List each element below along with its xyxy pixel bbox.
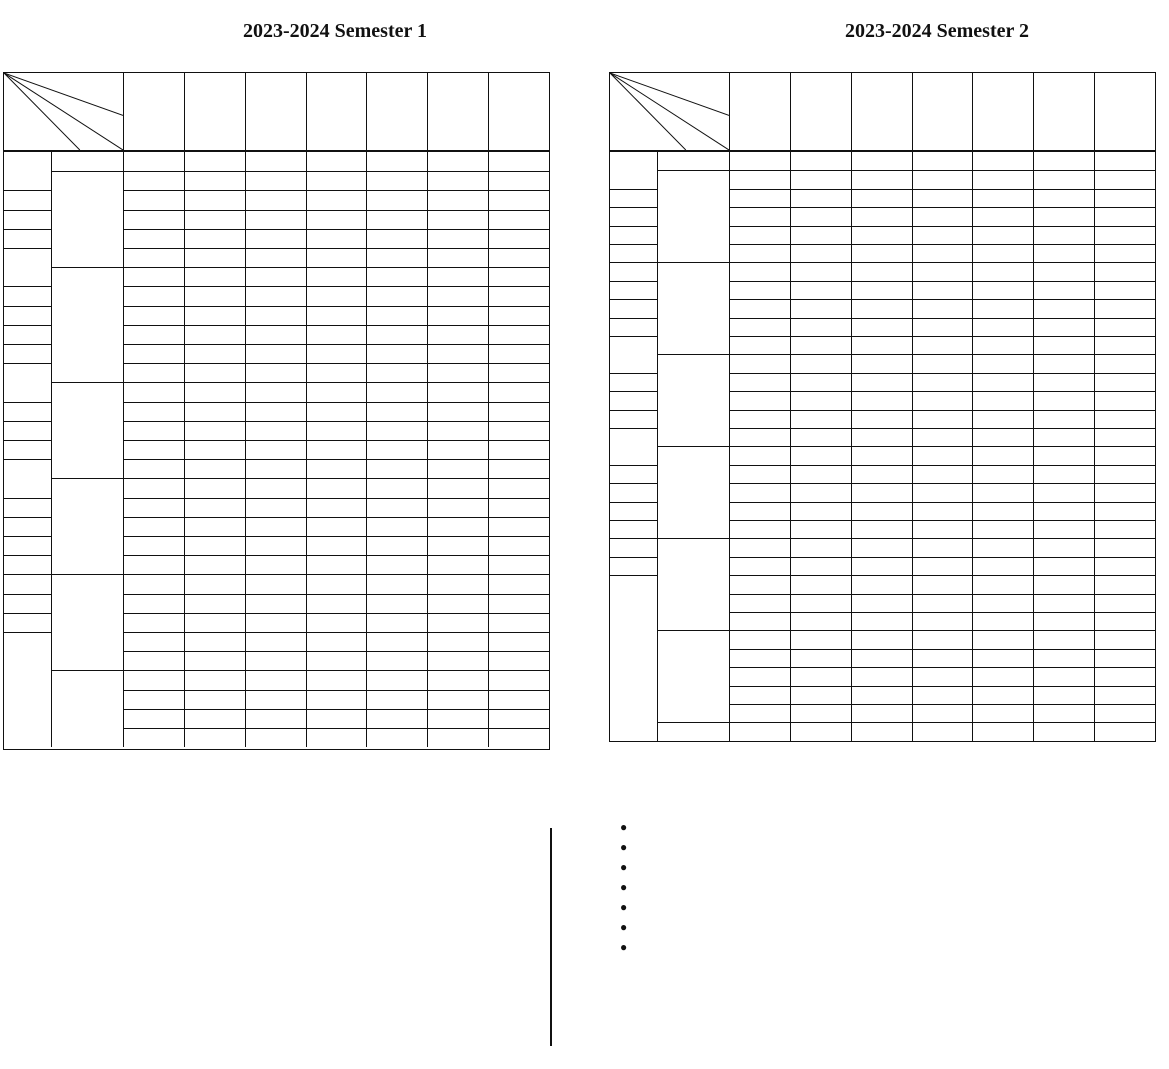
column-divider [488, 73, 489, 747]
row-divider [729, 391, 1155, 392]
row-divider [4, 248, 51, 249]
row-divider [123, 363, 549, 364]
row-divider [123, 306, 549, 307]
row-divider [729, 281, 1155, 282]
column-divider [851, 73, 852, 741]
row-divider [729, 373, 1155, 374]
row-divider [610, 226, 657, 227]
row-divider [729, 722, 1155, 723]
corner-diagonal-line [610, 73, 686, 150]
row-divider [610, 520, 657, 521]
column-divider [729, 73, 730, 741]
semester1-title: 2023-2024 Semester 1 [242, 20, 428, 42]
row-divider [4, 229, 51, 230]
row-divider [729, 189, 1155, 190]
row-divider [729, 410, 1155, 411]
corner-diagonal-line [4, 73, 123, 115]
row-divider [123, 325, 549, 326]
row-divider [729, 520, 1155, 521]
row-divider [729, 704, 1155, 705]
column-divider [972, 73, 973, 741]
column-divider [184, 73, 185, 747]
row-divider [123, 498, 549, 499]
column-divider [245, 73, 246, 747]
row-divider [729, 318, 1155, 319]
row-divider [729, 594, 1155, 595]
row-divider [657, 630, 729, 631]
row-divider [657, 538, 729, 539]
notes-divider [550, 828, 552, 1046]
row-divider [4, 402, 51, 403]
row-divider [729, 170, 1155, 171]
bullet-icon: ● [620, 860, 628, 874]
row-divider [729, 686, 1155, 687]
bullet-icon: ● [620, 880, 628, 894]
row-divider [657, 446, 729, 447]
semester1-calendar [3, 72, 550, 750]
row-divider [123, 402, 549, 403]
row-divider [4, 459, 51, 460]
corner-diagonal-line [4, 73, 80, 150]
row-divider [729, 557, 1155, 558]
row-divider [123, 690, 549, 691]
row-divider [610, 189, 657, 190]
row-divider [4, 286, 51, 287]
header-divider [610, 150, 1155, 152]
column-divider [366, 73, 367, 747]
row-divider [729, 244, 1155, 245]
column-divider [790, 73, 791, 741]
row-divider [729, 667, 1155, 668]
column-divider [912, 73, 913, 741]
row-divider [123, 632, 549, 633]
row-divider [610, 281, 657, 282]
row-divider [123, 651, 549, 652]
row-divider [610, 428, 657, 429]
row-divider [123, 248, 549, 249]
row-divider [123, 613, 549, 614]
row-divider [729, 465, 1155, 466]
row-divider [123, 536, 549, 537]
row-divider [123, 344, 549, 345]
corner-diagonals [4, 73, 123, 150]
row-divider [123, 670, 549, 671]
row-divider [123, 459, 549, 460]
column-divider [427, 73, 428, 747]
bullet-icon: ● [620, 920, 628, 934]
row-divider [729, 262, 1155, 263]
row-divider [123, 517, 549, 518]
row-divider [4, 363, 51, 364]
row-divider [123, 555, 549, 556]
row-divider [610, 207, 657, 208]
row-divider [123, 478, 549, 479]
column-divider [1033, 73, 1034, 741]
row-divider [4, 536, 51, 537]
row-divider [729, 354, 1155, 355]
row-divider [123, 440, 549, 441]
corner-diagonal-line [610, 73, 729, 115]
row-divider [610, 483, 657, 484]
row-divider [4, 306, 51, 307]
row-divider [610, 557, 657, 558]
row-divider [610, 410, 657, 411]
row-divider [729, 336, 1155, 337]
row-divider [610, 299, 657, 300]
row-divider [4, 421, 51, 422]
row-divider [610, 318, 657, 319]
column-divider [123, 73, 124, 747]
row-divider [51, 478, 123, 479]
row-divider [729, 612, 1155, 613]
row-divider [123, 574, 549, 575]
row-divider [123, 594, 549, 595]
row-divider [51, 171, 123, 172]
row-divider [123, 382, 549, 383]
row-divider [657, 170, 729, 171]
column-divider [306, 73, 307, 747]
semester2-title: 2023-2024 Semester 2 [844, 20, 1030, 42]
row-divider [610, 465, 657, 466]
row-divider [729, 575, 1155, 576]
row-divider [4, 517, 51, 518]
row-divider [51, 574, 123, 575]
row-divider [123, 190, 549, 191]
row-divider [729, 446, 1155, 447]
bullet-icon: ● [620, 940, 628, 954]
row-divider [4, 555, 51, 556]
row-divider [729, 207, 1155, 208]
row-divider [610, 262, 657, 263]
row-divider [4, 440, 51, 441]
row-divider [610, 391, 657, 392]
row-divider [4, 498, 51, 499]
row-divider [51, 267, 123, 268]
row-divider [657, 354, 729, 355]
row-divider [4, 613, 51, 614]
corner-diagonal-line [4, 73, 123, 150]
row-divider [657, 722, 729, 723]
row-divider [729, 538, 1155, 539]
row-divider [610, 336, 657, 337]
row-divider [123, 171, 549, 172]
corner-diagonals [610, 73, 729, 150]
row-divider [657, 262, 729, 263]
row-divider [123, 286, 549, 287]
row-divider [729, 299, 1155, 300]
row-divider [123, 709, 549, 710]
row-divider [729, 483, 1155, 484]
row-divider [123, 210, 549, 211]
row-divider [4, 594, 51, 595]
row-divider [729, 630, 1155, 631]
row-divider [729, 226, 1155, 227]
bullet-icon: ● [620, 840, 628, 854]
row-divider [51, 670, 123, 671]
bullet-icon: ● [620, 900, 628, 914]
row-divider [123, 421, 549, 422]
row-divider [4, 344, 51, 345]
column-divider [51, 152, 52, 747]
row-divider [610, 244, 657, 245]
row-divider [729, 502, 1155, 503]
row-divider [4, 574, 51, 575]
row-divider [610, 373, 657, 374]
row-divider [4, 190, 51, 191]
row-divider [610, 538, 657, 539]
column-divider [1094, 73, 1095, 741]
row-divider [610, 575, 657, 576]
row-divider [729, 649, 1155, 650]
row-divider [729, 428, 1155, 429]
row-divider [610, 502, 657, 503]
row-divider [51, 382, 123, 383]
row-divider [123, 229, 549, 230]
bullet-icon: ● [620, 820, 628, 834]
header-divider [4, 150, 549, 152]
semester2-calendar [609, 72, 1156, 742]
row-divider [4, 325, 51, 326]
row-divider [123, 267, 549, 268]
row-divider [4, 632, 51, 633]
corner-diagonal-line [610, 73, 729, 150]
row-divider [4, 210, 51, 211]
row-divider [123, 728, 549, 729]
